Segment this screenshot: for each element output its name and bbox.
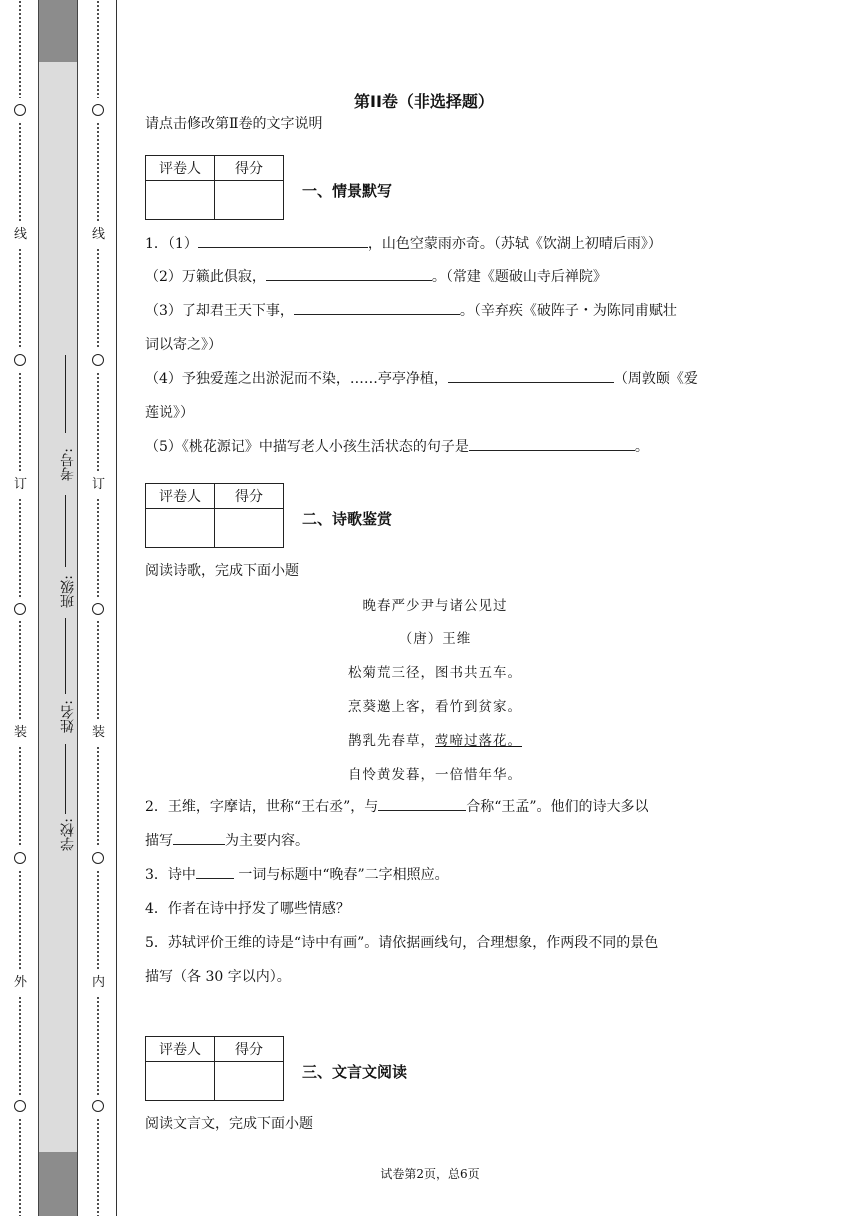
- question-line: 4．作者在诗中抒发了哪些情感？: [145, 901, 350, 917]
- poem-title: 晚春严少尹与诸公见过: [362, 598, 508, 614]
- grader-cell: [146, 181, 215, 220]
- score-label: 得分: [215, 156, 284, 181]
- score-cell: [215, 181, 284, 220]
- class-field: 班级:: [60, 575, 76, 608]
- section-intro: 阅读文言文，完成下面小题: [145, 1116, 313, 1132]
- question-line: 3．诗中 一词与标题中“晚春”二字相照应。: [145, 867, 449, 883]
- poem-line: 鹊乳先春草，莺啼过落花。: [348, 733, 522, 749]
- section-title: 三、文言文阅读: [302, 1063, 408, 1081]
- question-line: 5．苏轼评价王维的诗是“诗中有画”。请依据画线句，合理想象，作两段不同的景色: [145, 935, 659, 951]
- question-line: 莲说》）: [145, 405, 194, 421]
- grader-label: 评卷人: [146, 156, 215, 181]
- question-line: 1．（1） ，山色空蒙雨亦奇。（苏轼《饮湖上初晴后雨》）: [145, 236, 662, 252]
- score-box: [145, 155, 284, 220]
- section-title: 一、情景默写: [302, 182, 393, 200]
- question-line: （4）予独爱莲之出淤泥而不染，……亭亭净植， （周敦颐《爱: [145, 371, 698, 387]
- class-underline: [65, 495, 66, 567]
- seal-char: 线: [14, 227, 28, 242]
- name-underline: [65, 618, 66, 694]
- exam-no-field: 考号:: [60, 448, 76, 481]
- score-cell: [215, 1062, 284, 1101]
- binding-edge-line: [116, 0, 117, 1216]
- name-field: 姓名:: [60, 700, 76, 733]
- question-line: 描写 为主要内容。: [145, 833, 309, 849]
- seal-char: 装: [92, 725, 106, 740]
- score-label: 得分: [215, 1037, 284, 1062]
- grader-cell: [146, 1062, 215, 1101]
- question-line: （5）《桃花源记》中描写老人小孩生活状态的句子是 。: [145, 439, 649, 455]
- school-field: 学校:: [60, 818, 76, 851]
- part-note: 请点击修改第Ⅱ卷的文字说明: [145, 116, 323, 132]
- grader-label: 评卷人: [146, 484, 215, 509]
- inner-seal-line: [92, 0, 104, 1216]
- part-title: 第II卷（非选择题）: [354, 92, 494, 111]
- grader-label: 评卷人: [146, 1037, 215, 1062]
- question-line: （2）万籁此俱寂， 。（常建《题破山寺后禅院》: [145, 269, 607, 285]
- seal-char: 订: [14, 477, 28, 492]
- binding-margin: [0, 0, 118, 1216]
- score-cell: [215, 509, 284, 548]
- section-intro: 阅读诗歌，完成下面小题: [145, 563, 299, 579]
- seal-char: 内: [92, 975, 106, 990]
- question-line: （3）了却君王天下事， 。（辛弃疾《破阵子・为陈同甫赋壮: [145, 303, 677, 319]
- poem-author: （唐）王维: [398, 631, 472, 647]
- score-label: 得分: [215, 484, 284, 509]
- section-title: 二、诗歌鉴赏: [302, 510, 393, 528]
- binding-band: [38, 0, 78, 1216]
- poem-line: 自怜黄发暮，一倍惜年华。: [348, 767, 522, 783]
- seal-char: 外: [14, 975, 28, 990]
- poem-line: 松菊荒三径，图书共五车。: [348, 665, 522, 681]
- seal-char: 装: [14, 725, 28, 740]
- question-line: 词以寄之》）: [145, 337, 222, 353]
- seal-char: 线: [92, 227, 106, 242]
- score-box: [145, 483, 284, 548]
- page-footer: 试卷第2页，总6页: [380, 1167, 480, 1181]
- underlined-phrase: 莺啼过落花。: [435, 733, 522, 749]
- poem-line: 烹葵邀上客，看竹到贫家。: [348, 699, 522, 715]
- score-box: [145, 1036, 284, 1101]
- grader-cell: [146, 509, 215, 548]
- seal-char: 订: [92, 477, 106, 492]
- exam-no-underline: [65, 355, 66, 433]
- question-line: 2．王维，字摩诘，世称“王右丞”，与 合称“王孟”。他们的诗大多以: [145, 799, 649, 815]
- school-underline: [65, 744, 66, 814]
- question-line: 描写（各 30 字以内）。: [145, 969, 291, 985]
- outer-seal-line: [14, 0, 26, 1216]
